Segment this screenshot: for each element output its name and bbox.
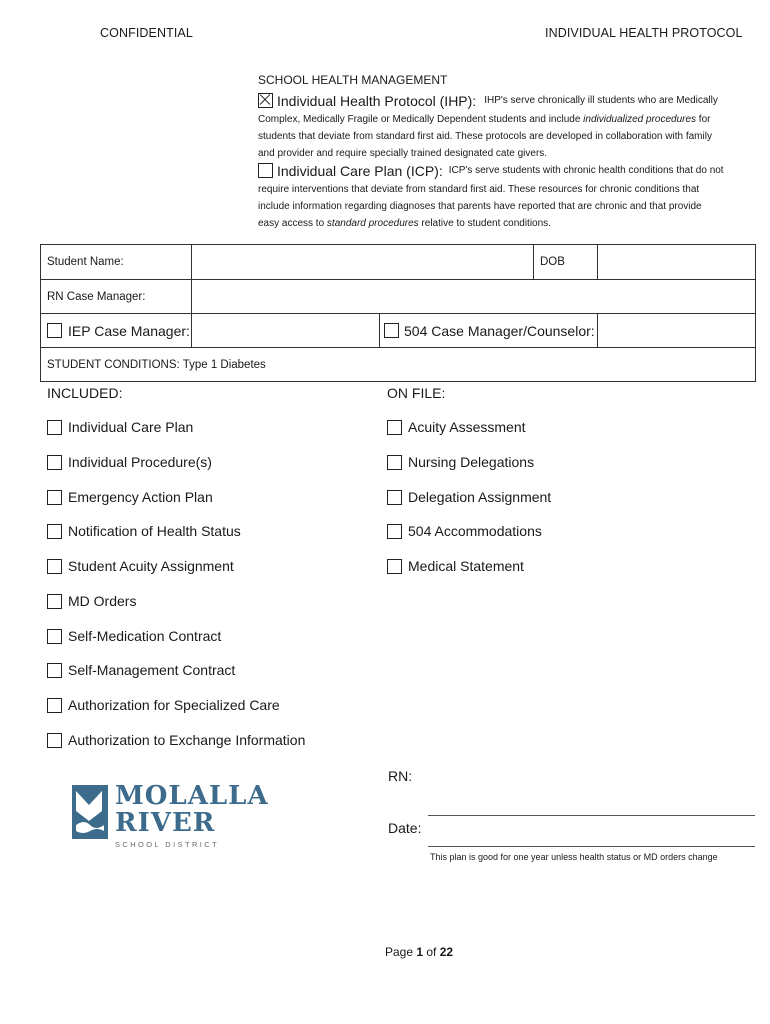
on-file-item-label: 504 Accommodations [408, 523, 542, 539]
included-item-label: Individual Procedure(s) [68, 454, 212, 470]
student-conditions-label: STUDENT CONDITIONS: [47, 358, 180, 371]
icp-desc-line1: ICP's serve students with chronic health conditions that do not [448, 165, 724, 176]
iep-checkbox[interactable] [47, 323, 62, 338]
page-current: 1 [416, 945, 424, 959]
ihp-checkbox[interactable] [258, 93, 273, 108]
on-file-heading: ON FILE: [387, 385, 446, 401]
included-item[interactable] [47, 489, 213, 505]
icp-desc-line2: require interventions that deviate from standard first aid. These resources for chronic conditions that [258, 184, 700, 195]
checkbox-icon[interactable] [47, 559, 62, 574]
included-item-label: MD Orders [68, 593, 137, 609]
on-file-item-label: Nursing Delegations [408, 454, 535, 470]
on-file-item[interactable] [387, 454, 534, 470]
ihp-block [258, 92, 758, 162]
included-item[interactable] [47, 732, 305, 748]
logo-line1: MOLALLA [115, 781, 269, 811]
iep-case-manager-field[interactable] [192, 314, 380, 348]
iep-case-manager-label: IEP Case Manager: [68, 322, 190, 339]
icp-block [258, 162, 758, 232]
checkbox-icon[interactable] [387, 559, 402, 574]
checkbox-icon[interactable] [47, 594, 62, 609]
included-item[interactable] [47, 419, 193, 435]
checkbox-icon[interactable] [47, 733, 62, 748]
included-heading: INCLUDED: [47, 385, 123, 401]
ihp-desc-line2-a: Complex, Medically Fragile or Medically Dependent students and include [258, 114, 584, 125]
checkbox-icon[interactable] [387, 420, 402, 435]
included-item[interactable] [47, 454, 212, 470]
student-name-label: Student Name: [41, 245, 192, 280]
included-item-label: Notification of Health Status [68, 523, 241, 539]
checkbox-icon[interactable] [47, 698, 62, 713]
included-item[interactable] [47, 697, 280, 713]
date-label: Date: [388, 820, 422, 836]
included-item[interactable] [47, 593, 136, 609]
iep-case-manager-cell [41, 314, 192, 348]
icp-label: Individual Care Plan (ICP): [277, 162, 443, 179]
icp-desc-line4-a: easy access to [258, 218, 327, 229]
checkbox-icon[interactable] [47, 490, 62, 505]
checkbox-icon[interactable] [47, 524, 62, 539]
cm504-cell [380, 314, 598, 348]
student-name-field[interactable] [192, 245, 534, 280]
on-file-item[interactable] [387, 558, 524, 574]
rn-case-manager-field[interactable] [192, 280, 756, 314]
included-item[interactable] [47, 523, 241, 539]
dob-label: DOB [534, 245, 598, 280]
ihp-desc-line4: and provider and require specially trained designated cate givers. [258, 148, 548, 159]
included-item-label: Student Acuity Assignment [68, 558, 234, 574]
icp-desc-emphasis: standard procedures [326, 218, 419, 229]
included-item-label: Emergency Action Plan [68, 489, 213, 505]
student-conditions-cell [41, 348, 756, 382]
checkbox-icon[interactable] [47, 455, 62, 470]
included-item-label: Self-Medication Contract [68, 628, 222, 644]
page-of: of [423, 945, 440, 959]
rn-signature-label: RN: [388, 768, 413, 784]
dob-field[interactable] [598, 245, 756, 280]
on-file-item[interactable] [387, 419, 526, 435]
validity-note: This plan is good for one year unless health status or MD orders change [430, 852, 718, 862]
cm504-field[interactable] [598, 314, 756, 348]
checkbox-icon[interactable] [47, 629, 62, 644]
included-item[interactable] [47, 628, 221, 644]
cm504-label: 504 Case Manager/Counselor: [404, 322, 595, 339]
checkbox-icon[interactable] [47, 663, 62, 678]
header-confidential: CONFIDENTIAL [100, 26, 193, 40]
included-item-label: Authorization for Specialized Care [68, 697, 280, 713]
icp-desc-line4 [258, 215, 758, 232]
page-number [385, 945, 453, 959]
section-title: SCHOOL HEALTH MANAGEMENT [258, 73, 448, 87]
included-item[interactable] [47, 558, 234, 574]
checkbox-icon[interactable] [47, 420, 62, 435]
ihp-label: Individual Health Protocol (IHP): [277, 92, 477, 109]
included-item-label: Self-Management Contract [68, 662, 236, 678]
included-item-label: Authorization to Exchange Information [68, 732, 306, 748]
rn-signature-line[interactable] [428, 815, 755, 816]
icp-checkbox[interactable] [258, 163, 273, 178]
date-line[interactable] [428, 846, 755, 847]
icp-desc-line4-b: relative to student conditions. [418, 218, 551, 229]
cm504-checkbox[interactable] [384, 323, 399, 338]
district-logo [70, 781, 269, 853]
on-file-item[interactable] [387, 489, 551, 505]
checkbox-icon[interactable] [387, 490, 402, 505]
included-item[interactable] [47, 662, 235, 678]
on-file-item-label: Delegation Assignment [408, 489, 552, 505]
page-prefix: Page [385, 945, 417, 959]
checkbox-icon[interactable] [387, 524, 402, 539]
header-protocol-title: INDIVIDUAL HEALTH PROTOCOL [545, 26, 743, 40]
student-info-table [40, 244, 756, 382]
included-item-label: Individual Care Plan [68, 419, 194, 435]
student-conditions-value[interactable]: Type 1 Diabetes [182, 358, 266, 371]
ihp-desc-emphasis: individualized procedures [583, 114, 697, 125]
icp-desc-line3: include information regarding diagnoses that parents have reported that are chronic and that provide [258, 201, 702, 212]
rn-case-manager-label: RN Case Manager: [41, 280, 192, 314]
logo-line2: RIVER [115, 808, 216, 838]
on-file-item[interactable] [387, 523, 542, 539]
ihp-desc-line2 [258, 111, 758, 128]
ihp-desc-line2-b: for [696, 114, 711, 125]
checkbox-icon[interactable] [387, 455, 402, 470]
ihp-desc-line1: IHP's serve chronically ill students who are Medically [484, 95, 718, 106]
page-total: 22 [439, 945, 454, 959]
on-file-item-label: Medical Statement [408, 558, 524, 574]
on-file-item-label: Acuity Assessment [408, 419, 526, 435]
logo-line3: SCHOOL DISTRICT [115, 840, 220, 849]
ihp-desc-line3: students that deviate from standard first aid. These protocols are developed in collaboration with family [258, 131, 712, 142]
